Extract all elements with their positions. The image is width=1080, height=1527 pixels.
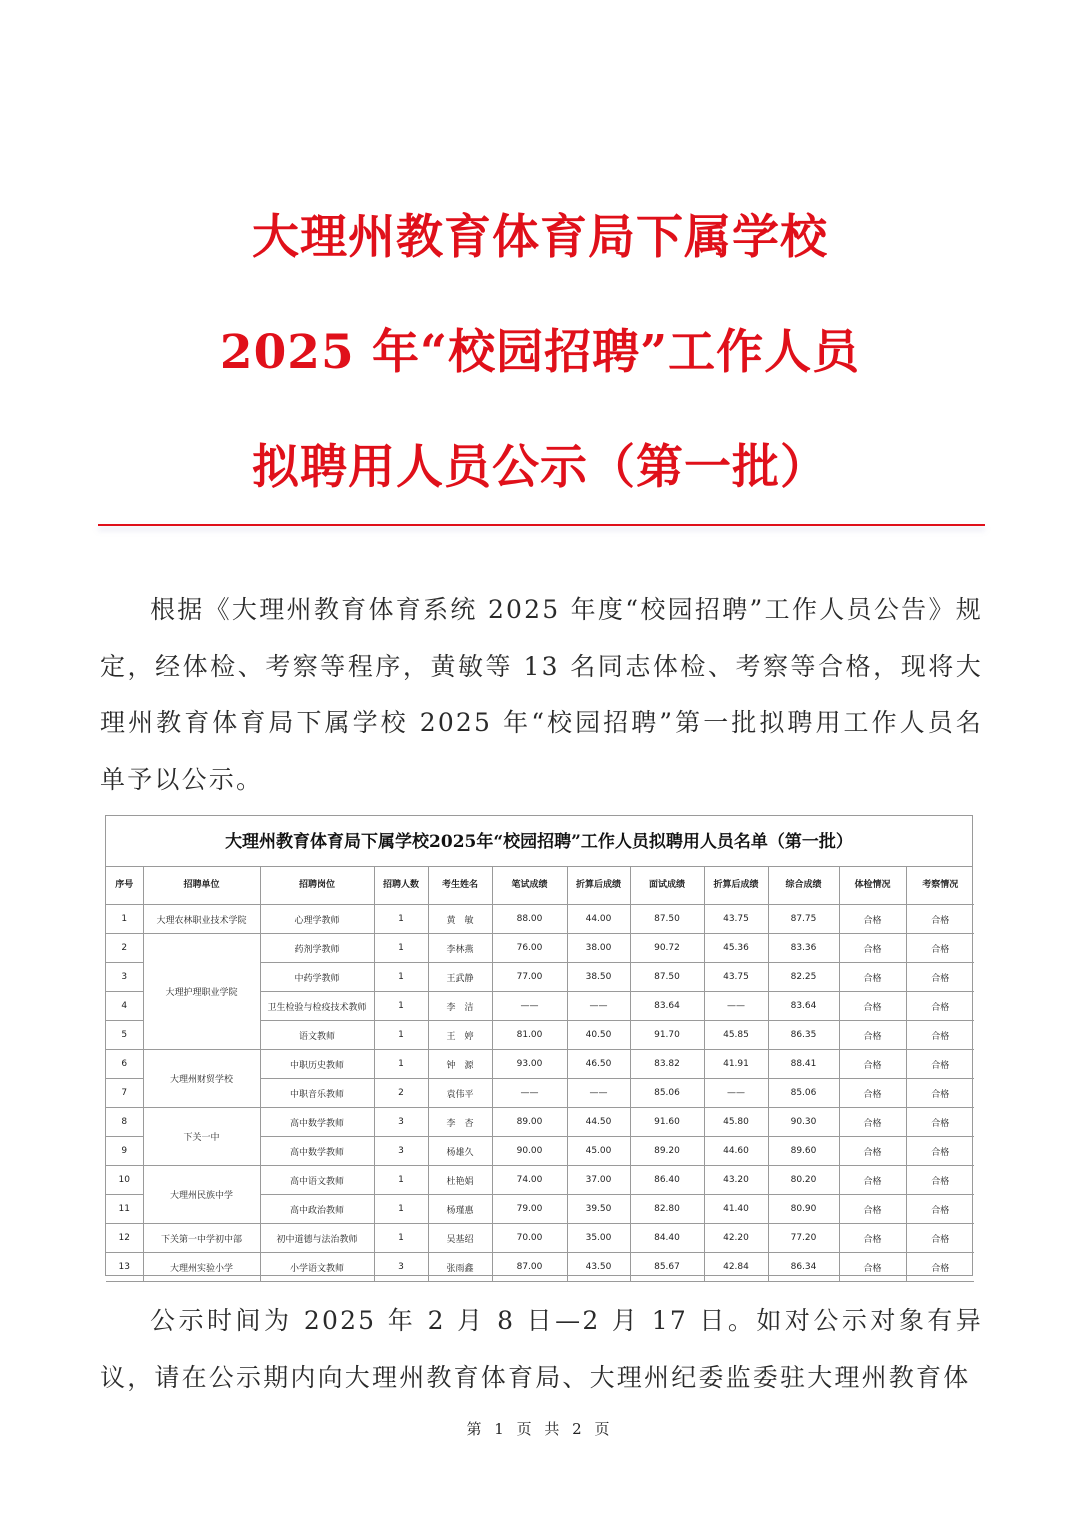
header-cell: 体检情况 (839, 867, 906, 905)
cell-name: 王 婷 (428, 1021, 492, 1050)
cell-written: 88.00 (492, 905, 567, 934)
cell-name: 王武静 (428, 963, 492, 992)
cell-interview-scaled: 42.84 (704, 1253, 768, 1282)
cell-total: 80.90 (768, 1195, 839, 1224)
cell-unit: 大理护理职业学院 (143, 934, 260, 1050)
cell-post: 高中数学教师 (260, 1137, 374, 1166)
header-cell: 面试成绩 (630, 867, 704, 905)
cell-written-scaled: 43.50 (567, 1253, 630, 1282)
header-cell: 考生姓名 (428, 867, 492, 905)
cell-seq: 11 (106, 1195, 143, 1224)
cell-post: 心理学教师 (260, 905, 374, 934)
cell-seq: 6 (106, 1050, 143, 1079)
cell-quota: 1 (374, 1166, 428, 1195)
cell-total: 87.75 (768, 905, 839, 934)
cell-interview-scaled: 41.40 (704, 1195, 768, 1224)
cell-name: 李林燕 (428, 934, 492, 963)
cell-inspection: 合格 (906, 1137, 974, 1166)
cell-total: 83.36 (768, 934, 839, 963)
cell-written-scaled: —— (567, 992, 630, 1021)
header-cell: 招聘岗位 (260, 867, 374, 905)
cell-name: 张雨鑫 (428, 1253, 492, 1282)
cell-interview: 89.20 (630, 1137, 704, 1166)
cell-name: 黄 敏 (428, 905, 492, 934)
title-line-1: 大理州教育体育局下属学校 (252, 210, 828, 265)
page-footer: 第 1 页 共 2 页 (466, 1420, 614, 1438)
cell-post: 高中政治教师 (260, 1195, 374, 1224)
cell-medical: 合格 (839, 1137, 906, 1166)
cell-written: 70.00 (492, 1224, 567, 1253)
cell-written: 74.00 (492, 1166, 567, 1195)
header-cell: 招聘人数 (374, 867, 428, 905)
cell-written: 76.00 (492, 934, 567, 963)
cell-interview-scaled: 43.20 (704, 1166, 768, 1195)
cell-written: —— (492, 992, 567, 1021)
table-row (106, 1253, 974, 1282)
title-divider (98, 524, 985, 526)
cell-total: 90.30 (768, 1108, 839, 1137)
cell-post: 语文教师 (260, 1021, 374, 1050)
cell-interview: 91.70 (630, 1021, 704, 1050)
header-cell: 序号 (106, 867, 143, 905)
cell-inspection: 合格 (906, 1079, 974, 1108)
cell-total: 82.25 (768, 963, 839, 992)
cell-seq: 13 (106, 1253, 143, 1282)
cell-post: 药剂学教师 (260, 934, 374, 963)
cell-interview: 85.06 (630, 1079, 704, 1108)
cell-inspection: 合格 (906, 1021, 974, 1050)
cell-quota: 1 (374, 905, 428, 934)
cell-quota: 3 (374, 1253, 428, 1282)
cell-medical: 合格 (839, 992, 906, 1021)
cell-interview-scaled: 45.36 (704, 934, 768, 963)
cell-medical: 合格 (839, 1079, 906, 1108)
cell-unit: 下关第一中学初中部 (143, 1224, 260, 1253)
roster-table-container (105, 815, 973, 1276)
cell-medical: 合格 (839, 963, 906, 992)
cell-post: 中药学教师 (260, 963, 374, 992)
cell-name: 袁伟平 (428, 1079, 492, 1108)
cell-quota: 2 (374, 1079, 428, 1108)
cell-total: 86.35 (768, 1021, 839, 1050)
table-row (106, 1050, 974, 1079)
cell-inspection: 合格 (906, 905, 974, 934)
cell-interview: 82.80 (630, 1195, 704, 1224)
cell-seq: 3 (106, 963, 143, 992)
cell-written: 90.00 (492, 1137, 567, 1166)
cell-seq: 5 (106, 1021, 143, 1050)
title-line-2: 2025 年“校园招聘”工作人员 (219, 325, 861, 380)
cell-post: 初中道德与法治教师 (260, 1224, 374, 1253)
cell-total: 77.20 (768, 1224, 839, 1253)
cell-seq: 9 (106, 1137, 143, 1166)
cell-post: 高中数学教师 (260, 1108, 374, 1137)
cell-written-scaled: 38.50 (567, 963, 630, 992)
cell-inspection: 合格 (906, 1050, 974, 1079)
title-line-3: 拟聘用人员公示（第一批） (252, 440, 828, 495)
cell-seq: 2 (106, 934, 143, 963)
cell-name: 杜艳娟 (428, 1166, 492, 1195)
cell-total: 89.60 (768, 1137, 839, 1166)
cell-inspection: 合格 (906, 992, 974, 1021)
cell-interview-scaled: 43.75 (704, 905, 768, 934)
cell-interview: 87.50 (630, 963, 704, 992)
cell-seq: 12 (106, 1224, 143, 1253)
cell-inspection: 合格 (906, 1195, 974, 1224)
cell-post: 中职历史教师 (260, 1050, 374, 1079)
cell-inspection: 合格 (906, 963, 974, 992)
cell-interview-scaled: 44.60 (704, 1137, 768, 1166)
cell-medical: 合格 (839, 905, 906, 934)
table-body (106, 905, 974, 1282)
cell-interview-scaled: 43.75 (704, 963, 768, 992)
cell-medical: 合格 (839, 1108, 906, 1137)
cell-seq: 10 (106, 1166, 143, 1195)
cell-name: 钟 源 (428, 1050, 492, 1079)
cell-unit: 大理州财贸学校 (143, 1050, 260, 1108)
cell-post: 小学语文教师 (260, 1253, 374, 1282)
cell-interview-scaled: 45.80 (704, 1108, 768, 1137)
cell-post: 中职音乐教师 (260, 1079, 374, 1108)
header-cell: 折算后成绩 (567, 867, 630, 905)
cell-name: 李 杏 (428, 1108, 492, 1137)
table-row (106, 1108, 974, 1137)
cell-quota: 3 (374, 1137, 428, 1166)
cell-seq: 4 (106, 992, 143, 1021)
cell-interview: 83.64 (630, 992, 704, 1021)
cell-total: 85.06 (768, 1079, 839, 1108)
roster-table (106, 867, 974, 1282)
cell-post: 高中语文教师 (260, 1166, 374, 1195)
cell-quota: 1 (374, 963, 428, 992)
cell-medical: 合格 (839, 934, 906, 963)
cell-seq: 7 (106, 1079, 143, 1108)
cell-quota: 1 (374, 1224, 428, 1253)
cell-written: 89.00 (492, 1108, 567, 1137)
cell-medical: 合格 (839, 1224, 906, 1253)
cell-written: 81.00 (492, 1021, 567, 1050)
cell-interview: 91.60 (630, 1108, 704, 1137)
table-row (106, 934, 974, 963)
cell-name: 杨瑾惠 (428, 1195, 492, 1224)
cell-post: 卫生检验与检疫技术教师 (260, 992, 374, 1021)
table-row (106, 1224, 974, 1253)
cell-written-scaled: 37.00 (567, 1166, 630, 1195)
cell-interview: 83.82 (630, 1050, 704, 1079)
cell-written-scaled: 40.50 (567, 1021, 630, 1050)
cell-quota: 1 (374, 1050, 428, 1079)
cell-interview-scaled: 45.85 (704, 1021, 768, 1050)
document-title (0, 180, 1080, 525)
header-cell: 考察情况 (906, 867, 974, 905)
cell-interview: 86.40 (630, 1166, 704, 1195)
table-caption: 大理州教育体育局下属学校2025年“校园招聘”工作人员拟聘用人员名单（第一批） (106, 816, 972, 867)
cell-seq: 1 (106, 905, 143, 934)
cell-medical: 合格 (839, 1253, 906, 1282)
cell-interview-scaled: —— (704, 992, 768, 1021)
cell-quota: 1 (374, 1195, 428, 1224)
cell-name: 吴基绍 (428, 1224, 492, 1253)
header-cell: 招聘单位 (143, 867, 260, 905)
cell-name: 杨雄久 (428, 1137, 492, 1166)
cell-inspection: 合格 (906, 934, 974, 963)
table-header-row (106, 867, 974, 905)
cell-unit: 下关一中 (143, 1108, 260, 1166)
cell-unit: 大理州实验小学 (143, 1253, 260, 1282)
cell-written-scaled: —— (567, 1079, 630, 1108)
cell-interview-scaled: 41.91 (704, 1050, 768, 1079)
cell-interview: 90.72 (630, 934, 704, 963)
cell-written: 77.00 (492, 963, 567, 992)
notice-paragraph: 公示时间为 2025 年 2 月 8 日—2 月 17 日。如对公示对象有异议，请在公示期内向大理州教育体育局、大理州纪委监委驻大理州教育体 (100, 1306, 983, 1392)
header-cell: 折算后成绩 (704, 867, 768, 905)
cell-total: 88.41 (768, 1050, 839, 1079)
intro-paragraph: 根据《大理州教育体育系统 2025 年度“校园招聘”工作人员公告》规定，经体检、考察等程序，黄敏等 13 名同志体检、考察等合格，现将大理州教育体育局下属学校 2025 年“校园招聘”第一批拟聘用工作人员名单予以公示。 (100, 595, 983, 794)
cell-total: 86.34 (768, 1253, 839, 1282)
cell-interview: 85.67 (630, 1253, 704, 1282)
cell-written: 93.00 (492, 1050, 567, 1079)
table-row (106, 905, 974, 934)
cell-inspection: 合格 (906, 1166, 974, 1195)
cell-medical: 合格 (839, 1021, 906, 1050)
cell-inspection: 合格 (906, 1224, 974, 1253)
cell-name: 李 洁 (428, 992, 492, 1021)
cell-written-scaled: 44.00 (567, 905, 630, 934)
cell-interview-scaled: 42.20 (704, 1224, 768, 1253)
cell-written: 79.00 (492, 1195, 567, 1224)
cell-inspection: 合格 (906, 1253, 974, 1282)
cell-written-scaled: 44.50 (567, 1108, 630, 1137)
cell-interview-scaled: —— (704, 1079, 768, 1108)
cell-interview: 87.50 (630, 905, 704, 934)
cell-total: 83.64 (768, 992, 839, 1021)
cell-written: 87.00 (492, 1253, 567, 1282)
header-cell: 笔试成绩 (492, 867, 567, 905)
cell-inspection: 合格 (906, 1108, 974, 1137)
cell-written: —— (492, 1079, 567, 1108)
cell-quota: 1 (374, 992, 428, 1021)
cell-total: 80.20 (768, 1166, 839, 1195)
cell-medical: 合格 (839, 1166, 906, 1195)
cell-written-scaled: 46.50 (567, 1050, 630, 1079)
cell-medical: 合格 (839, 1050, 906, 1079)
cell-quota: 1 (374, 934, 428, 963)
cell-written-scaled: 39.50 (567, 1195, 630, 1224)
cell-medical: 合格 (839, 1195, 906, 1224)
cell-written-scaled: 45.00 (567, 1137, 630, 1166)
cell-unit: 大理农林职业技术学院 (143, 905, 260, 934)
cell-quota: 1 (374, 1021, 428, 1050)
cell-quota: 3 (374, 1108, 428, 1137)
cell-written-scaled: 35.00 (567, 1224, 630, 1253)
cell-seq: 8 (106, 1108, 143, 1137)
header-cell: 综合成绩 (768, 867, 839, 905)
cell-written-scaled: 38.00 (567, 934, 630, 963)
cell-unit: 大理州民族中学 (143, 1166, 260, 1224)
table-row (106, 1166, 974, 1195)
cell-interview: 84.40 (630, 1224, 704, 1253)
